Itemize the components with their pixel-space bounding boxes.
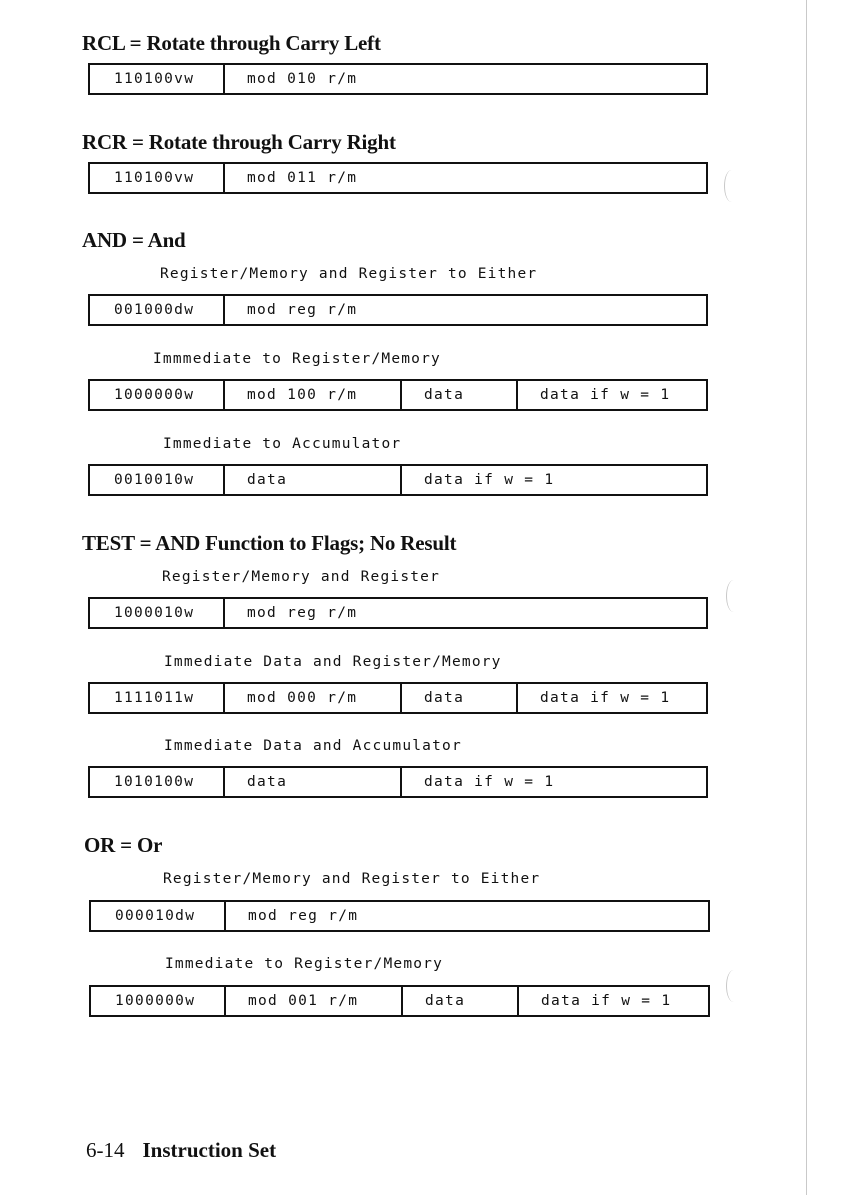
modrm-field: mod 010 r/m	[223, 65, 710, 93]
encoding-box-and-reg	[88, 294, 708, 326]
opcode-field: 001000dw	[114, 302, 195, 318]
page-number: 6-14	[86, 1138, 125, 1162]
encoding-box-rcl	[88, 63, 708, 95]
opcode-field: 1111011w	[114, 690, 195, 706]
data-high-field: data if w = 1	[516, 684, 710, 712]
opcode-field: 110100vw	[114, 71, 195, 87]
encoding-box-and-acc	[88, 464, 708, 496]
format-caption: Register/Memory and Register to Either	[160, 266, 538, 282]
encoding-box-test-reg	[88, 597, 708, 629]
encoding-box-or-reg	[89, 900, 710, 932]
opcode-field: 1000000w	[115, 993, 196, 1009]
data-field: data	[401, 987, 517, 1015]
format-caption: Immediate to Accumulator	[163, 436, 402, 452]
page-footer	[86, 1138, 276, 1163]
encoding-box-test-acc	[88, 766, 708, 798]
format-caption: Register/Memory and Register to Either	[163, 871, 541, 887]
page-spine-edge	[806, 0, 807, 1195]
data-high-field: data if w = 1	[400, 466, 710, 494]
section-heading-test: TEST = AND Function to Flags; No Result	[82, 531, 457, 555]
format-caption: Immediate Data and Register/Memory	[164, 654, 502, 670]
format-caption: Immmediate to Register/Memory	[153, 351, 441, 367]
data-field: data	[223, 466, 400, 494]
section-heading-and: AND = And	[82, 228, 186, 252]
section-heading-or: OR = Or	[84, 833, 163, 857]
modrm-field: mod reg r/m	[223, 599, 710, 627]
encoding-box-and-imm	[88, 379, 708, 411]
data-high-field: data if w = 1	[400, 768, 710, 796]
data-high-field: data if w = 1	[516, 381, 710, 409]
opcode-field: 1000010w	[114, 605, 195, 621]
modrm-field: mod 011 r/m	[223, 164, 710, 192]
encoding-box-test-imm	[88, 682, 708, 714]
data-field: data	[400, 381, 516, 409]
encoding-box-rcr	[88, 162, 708, 194]
scan-mark	[726, 580, 741, 612]
scan-mark	[724, 170, 739, 202]
opcode-field: 110100vw	[114, 170, 195, 186]
section-heading-rcl: RCL = Rotate through Carry Left	[82, 31, 381, 55]
data-field: data	[223, 768, 400, 796]
format-caption: Immediate to Register/Memory	[165, 956, 444, 972]
opcode-field: 0010010w	[114, 472, 195, 488]
modrm-field: mod 000 r/m	[223, 684, 400, 712]
opcode-field: 000010dw	[115, 908, 196, 924]
data-high-field: data if w = 1	[517, 987, 711, 1015]
format-caption: Immediate Data and Accumulator	[164, 738, 462, 754]
data-field: data	[400, 684, 516, 712]
modrm-field: mod reg r/m	[223, 296, 710, 324]
opcode-field: 1000000w	[114, 387, 195, 403]
format-caption: Register/Memory and Register	[162, 569, 441, 585]
modrm-field: mod reg r/m	[224, 902, 711, 930]
modrm-field: mod 001 r/m	[224, 987, 401, 1015]
opcode-field: 1010100w	[114, 774, 195, 790]
modrm-field: mod 100 r/m	[223, 381, 400, 409]
section-heading-rcr: RCR = Rotate through Carry Right	[82, 130, 396, 154]
chapter-title: Instruction Set	[142, 1138, 277, 1162]
scan-mark	[726, 970, 741, 1002]
encoding-box-or-imm	[89, 985, 710, 1017]
